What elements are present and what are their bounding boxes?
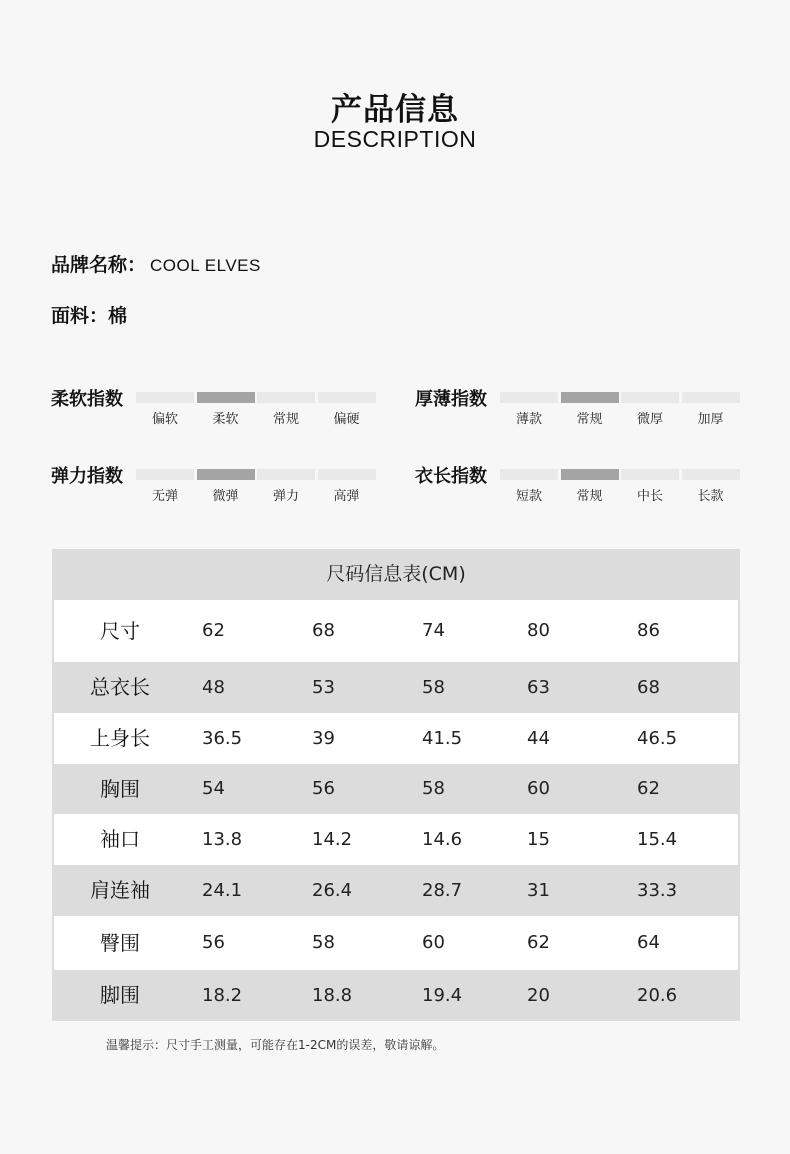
table-cell: 56: [312, 778, 335, 799]
index-option-label: 微弹: [212, 489, 239, 504]
index-option: [257, 392, 315, 432]
index-bar: [621, 392, 679, 403]
index-bar: [136, 469, 194, 480]
index-bar: [257, 469, 315, 480]
table-cell: 44: [527, 728, 550, 749]
table-cell: 74: [422, 620, 445, 641]
table-cell: 46.5: [637, 728, 678, 749]
table-cell: 24.1: [202, 880, 243, 901]
index-option: [318, 469, 376, 509]
index-bar: [682, 469, 740, 480]
index-option: [500, 392, 558, 432]
row-label: 总衣长: [90, 675, 150, 699]
index-bar: [136, 392, 194, 403]
index-bar: [500, 392, 558, 403]
index-option-label: 柔软: [212, 412, 239, 427]
index-label: 衣长指数: [415, 466, 487, 487]
index-option-label: 偏硬: [333, 412, 360, 427]
index-option: [136, 392, 194, 432]
table-row: [54, 713, 738, 764]
index-option-label: 加厚: [697, 412, 724, 427]
index-option-label: 短款: [515, 489, 542, 504]
index-option: [500, 469, 558, 509]
index-option: [561, 469, 619, 509]
table-cell: 68: [637, 677, 660, 698]
table-cell: 20.6: [637, 985, 678, 1006]
fabric-label: 面料：棉: [51, 305, 128, 327]
index-option-label: 无弹: [151, 489, 178, 504]
index-bar: [621, 469, 679, 480]
table-row: [54, 600, 738, 662]
table-cell: 19.4: [422, 985, 463, 1006]
index-label: 柔软指数: [51, 389, 123, 410]
table-cell: 58: [312, 932, 335, 953]
table-cell: 20: [527, 985, 550, 1006]
table-cell: 58: [422, 677, 445, 698]
index-bar: [500, 469, 558, 480]
brand-label: 品牌名称：: [51, 254, 147, 276]
index-label: 弹力指数: [51, 466, 123, 487]
index-option-label: 常规: [272, 412, 299, 427]
table-cell: 54: [202, 778, 225, 799]
index-option-label: 中长: [636, 489, 663, 504]
table-cell: 28.7: [422, 880, 463, 901]
index-option: [136, 469, 194, 509]
row-label: 肩连袖: [90, 878, 150, 902]
measurement-note: 温馨提示：尺寸手工测量，可能存在1-2CM的误差，敬请谅解。: [106, 1038, 445, 1052]
index-option: [197, 469, 255, 509]
index-bar-selected: [197, 469, 255, 480]
brand-value: COOL ELVES: [150, 256, 261, 275]
table-row: [54, 916, 738, 970]
index-bar: [318, 392, 376, 403]
index-option: [561, 392, 619, 432]
index-option: [621, 469, 679, 509]
table-cell: 39: [312, 728, 335, 749]
table-cell: 62: [527, 932, 550, 953]
index-option: [318, 392, 376, 432]
index-option-label: 偏软: [151, 412, 178, 427]
table-cell: 26.4: [312, 880, 353, 901]
table-cell: 31: [527, 880, 550, 901]
index-scale: [500, 392, 740, 432]
index-scale: [500, 469, 740, 509]
index-bar-selected: [197, 392, 255, 403]
index-option-label: 微厚: [636, 412, 663, 427]
table-cell: 62: [637, 778, 660, 799]
index-option: [197, 392, 255, 432]
table-cell: 80: [527, 620, 550, 641]
table-cell: 60: [422, 932, 445, 953]
row-label: 上身长: [90, 726, 150, 750]
table-cell: 18.8: [312, 985, 353, 1006]
table-row: [52, 764, 740, 814]
index-bar: [257, 392, 315, 403]
table-cell: 14.6: [422, 829, 463, 850]
table-cell: 68: [312, 620, 335, 641]
row-label: 脚围: [100, 983, 140, 1007]
table-cell: 14.2: [312, 829, 353, 850]
table-cell: 13.8: [202, 829, 243, 850]
table-cell: 48: [202, 677, 225, 698]
table-cell: 15.4: [637, 829, 678, 850]
table-row: [54, 814, 738, 865]
index-option: [257, 469, 315, 509]
table-row: [52, 865, 740, 916]
row-label: 臀围: [100, 931, 140, 955]
size-table-title: 尺码信息表(CM): [326, 563, 466, 585]
row-label: 尺寸: [100, 619, 140, 643]
index-option: [682, 469, 740, 509]
row-label: 胸围: [100, 777, 140, 801]
table-cell: 41.5: [422, 728, 463, 749]
index-option-label: 高弹: [333, 489, 360, 504]
index-option-label: 弹力: [272, 489, 299, 504]
index-bar-selected: [561, 469, 619, 480]
table-row: [52, 662, 740, 713]
page-title-cn: 产品信息: [331, 92, 459, 128]
index-option-label: 长款: [697, 489, 724, 504]
table-cell: 63: [527, 677, 550, 698]
table-cell: 56: [202, 932, 225, 953]
index-option: [682, 392, 740, 432]
index-option-label: 薄款: [515, 412, 542, 427]
size-table: [52, 549, 740, 1021]
table-cell: 58: [422, 778, 445, 799]
table-cell: 62: [202, 620, 225, 641]
index-option: [621, 392, 679, 432]
index-bar: [682, 392, 740, 403]
row-label: 袖口: [100, 827, 140, 851]
table-cell: 33.3: [637, 880, 678, 901]
table-cell: 60: [527, 778, 550, 799]
page-title-en: DESCRIPTION: [313, 126, 477, 152]
table-cell: 86: [637, 620, 660, 641]
index-bar-selected: [561, 392, 619, 403]
table-cell: 36.5: [202, 728, 243, 749]
table-cell: 64: [637, 932, 660, 953]
index-scale: [136, 392, 376, 432]
index-option-label: 常规: [576, 489, 603, 504]
index-option-label: 常规: [576, 412, 603, 427]
brand-row: [51, 250, 261, 277]
index-bar: [318, 469, 376, 480]
table-cell: 15: [527, 829, 550, 850]
table-cell: 53: [312, 677, 335, 698]
table-row: [52, 970, 740, 1021]
index-label: 厚薄指数: [415, 389, 487, 410]
table-cell: 18.2: [202, 985, 243, 1006]
index-scale: [136, 469, 376, 509]
